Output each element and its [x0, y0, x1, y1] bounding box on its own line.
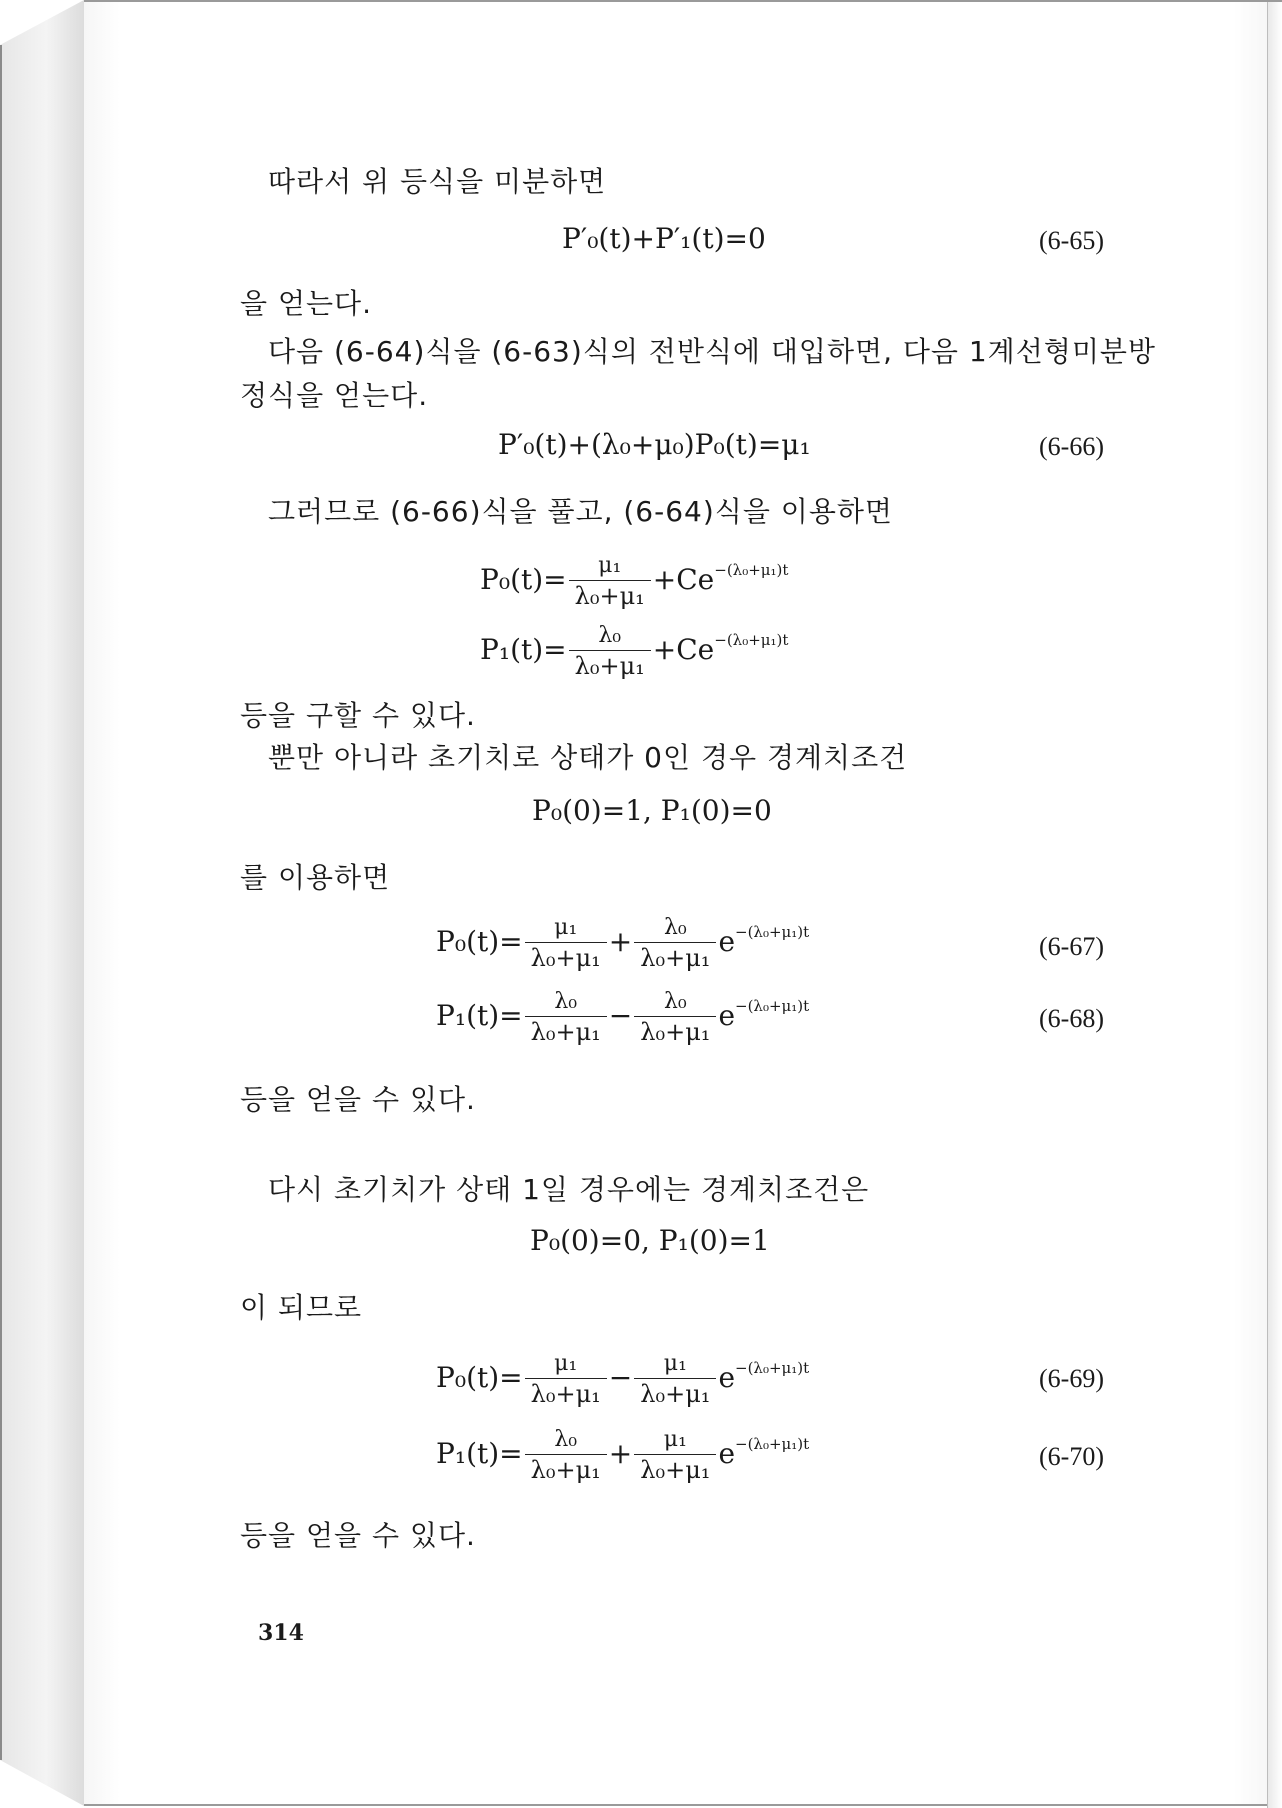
equation-number: (6-65)	[1039, 226, 1104, 255]
text-line: 등을 얻을 수 있다.	[240, 1083, 476, 1116]
text-line: 등을 얻을 수 있다.	[240, 1519, 476, 1552]
text-line: 정식을 얻는다.	[240, 379, 429, 412]
boundary-condition-1: P₀(0)=1, P₁(0)=0	[532, 794, 772, 827]
equation-6-67: P₀(t)= $\frac{\text{μ₁}}{\text{λ₀+μ₁}}$ + $\frac{\text{λ₀}}{\text{λ₀+μ₁}}$ $e^{-(\lambda_0+\mu_1)t}$	[436, 915, 810, 972]
equation-number: (6-67)	[1039, 932, 1104, 961]
text-line: 를 이용하면	[240, 861, 391, 894]
text-line: 따라서 위 등식을 미분하면	[268, 165, 607, 198]
text-line: 등을 구할 수 있다.	[240, 699, 476, 732]
text-line: 그러므로 (6-66)식을 풀고, (6-64)식을 이용하면	[268, 495, 893, 528]
equation-6-66: P′₀(t)+(λ₀+μ₀)P₀(t)=μ₁	[498, 428, 811, 461]
equation-number: (6-69)	[1039, 1364, 1104, 1393]
equation-6-65: P′₀(t)+P′₁(t)=0	[562, 222, 766, 255]
text-line: 을 얻는다.	[240, 287, 372, 320]
text-line: 다음 (6-64)식을 (6-63)식의 전반식에 대입하면, 다음 1계선형미분방	[268, 335, 1156, 368]
equation-p1-general: P₁(t)= $\frac{\text{λ₀}}{\text{λ₀+μ₁}}$ $+Ce^{-(\lambda_0+\mu_1)t}$	[480, 623, 789, 680]
equation-number: (6-70)	[1039, 1442, 1104, 1471]
boundary-condition-2: P₀(0)=0, P₁(0)=1	[530, 1224, 770, 1257]
equation-p0-general: P₀(t)= $\frac{\text{μ₁}}{\text{λ₀+μ₁}}$ $+Ce^{-(\lambda_0+\mu_1)t}$	[480, 553, 789, 610]
equation-number: (6-68)	[1039, 1004, 1104, 1033]
page-edge	[1267, 2, 1282, 1808]
spine-edge	[0, 45, 2, 1760]
text-line: 다시 초기치가 상태 1일 경우에는 경계치조건은	[268, 1173, 870, 1206]
text-line: 뿐만 아니라 초기치로 상태가 0인 경우 경계치조건	[268, 741, 908, 774]
equation-number: (6-66)	[1039, 432, 1104, 461]
text-line: 이 되므로	[240, 1291, 363, 1324]
equation-6-70: P₁(t)= $\frac{\text{λ₀}}{\text{λ₀+μ₁}}$ + $\frac{\text{μ₁}}{\text{λ₀+μ₁}}$ $e^{-(\lambda_0+\mu_1)t}$	[436, 1427, 810, 1484]
book-spine	[0, 0, 85, 1806]
equation-6-68: P₁(t)= $\frac{\text{λ₀}}{\text{λ₀+μ₁}}$ − $\frac{\text{λ₀}}{\text{λ₀+μ₁}}$ $e^{-(\lambda_0+\mu_1)t}$	[436, 989, 810, 1046]
page-number: 314	[258, 1620, 304, 1646]
equation-6-69: P₀(t)= $\frac{\text{μ₁}}{\text{λ₀+μ₁}}$ − $\frac{\text{μ₁}}{\text{λ₀+μ₁}}$ $e^{-(\lambda_0+\mu_1)t}$	[436, 1351, 810, 1408]
